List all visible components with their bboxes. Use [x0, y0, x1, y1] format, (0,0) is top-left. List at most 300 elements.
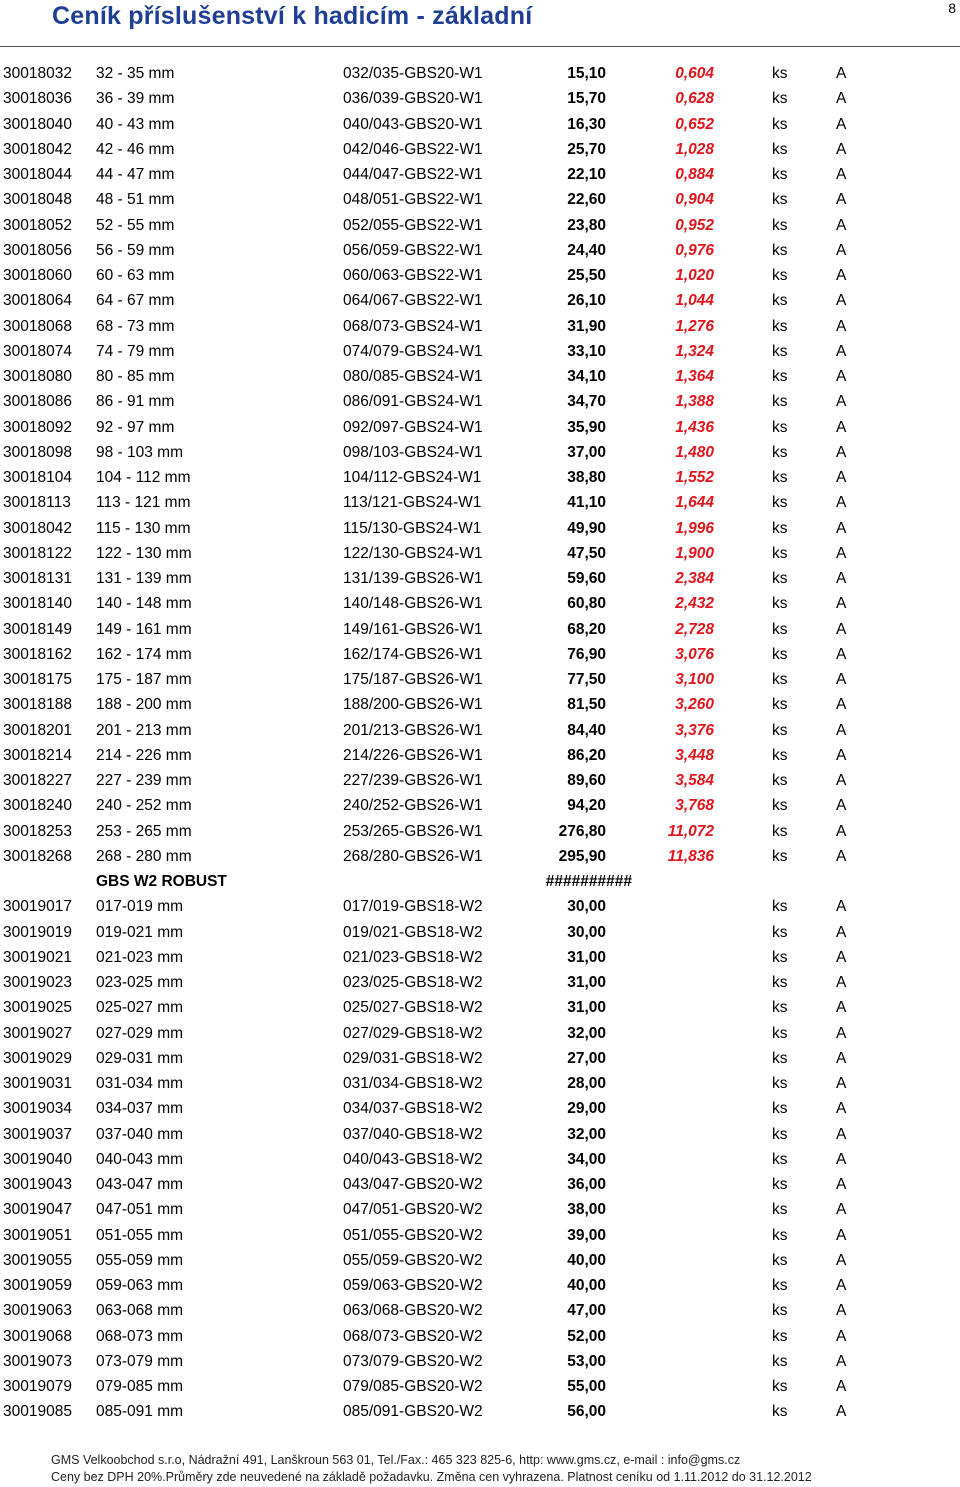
price-table [0, 61, 960, 1425]
item-code: 30019025 [3, 999, 72, 1017]
table-row [0, 112, 960, 137]
table-row [0, 743, 960, 768]
item-category: A [836, 595, 847, 613]
item-unit: ks [772, 1403, 788, 1421]
item-price: 59,60 [567, 570, 606, 587]
item-type: 027/029-GBS18-W2 [343, 1024, 483, 1042]
item-category: A [836, 443, 847, 461]
item-category: A [836, 1024, 847, 1042]
item-code: 30019017 [3, 898, 72, 916]
item-code: 30019029 [3, 1049, 72, 1067]
table-row [0, 516, 960, 541]
item-category: A [836, 90, 847, 108]
item-price: 31,00 [567, 999, 606, 1017]
item-category: A [836, 494, 847, 512]
item-price: 40,00 [567, 1251, 606, 1269]
item-type: 240/252-GBS26-W1 [343, 797, 483, 815]
item-type: 113/121-GBS24-W1 [343, 494, 482, 512]
item-category: A [836, 519, 847, 537]
item-size: 86 - 91 mm [96, 393, 175, 411]
item-code: 30019073 [3, 1352, 72, 1370]
item-price: 37,00 [567, 443, 606, 461]
item-unit: ks [772, 115, 788, 133]
item-unit-price: 2,384 [675, 570, 714, 587]
item-price: 16,30 [567, 115, 606, 133]
item-unit: ks [772, 1049, 788, 1067]
item-size: 059-063 mm [96, 1277, 184, 1294]
item-price: 32,00 [567, 1125, 606, 1143]
item-code: 30018162 [3, 645, 72, 663]
item-code: 30018131 [3, 570, 72, 587]
table-row [0, 1324, 960, 1349]
table-row [0, 819, 960, 844]
item-unit: ks [772, 494, 788, 512]
item-size: 063-068 mm [96, 1302, 184, 1320]
item-unit: ks [772, 1201, 788, 1219]
item-price: 76,90 [567, 645, 606, 663]
item-type: 055/059-GBS20-W2 [343, 1251, 483, 1269]
item-type: 068/073-GBS20-W2 [343, 1327, 483, 1345]
item-price: 84,40 [567, 721, 606, 739]
table-row [0, 1122, 960, 1147]
item-price: ########## [545, 873, 632, 890]
item-code: 30018098 [3, 443, 72, 461]
item-size: 48 - 51 mm [96, 191, 175, 209]
item-type: 085/091-GBS20-W2 [343, 1403, 483, 1421]
item-code: 30019034 [3, 1100, 72, 1118]
item-price: 60,80 [567, 595, 606, 613]
item-size: 034-037 mm [96, 1100, 184, 1118]
item-category: A [836, 1125, 847, 1143]
item-unit: ks [772, 1352, 788, 1370]
table-row [0, 213, 960, 238]
table-row [0, 1349, 960, 1374]
item-category: A [836, 1150, 847, 1168]
item-type: 021/023-GBS18-W2 [343, 948, 483, 966]
item-type: 037/040-GBS18-W2 [343, 1125, 483, 1143]
item-price: 52,00 [567, 1327, 606, 1345]
item-unit: ks [772, 1100, 788, 1118]
item-code: 30018175 [3, 671, 72, 688]
table-row [0, 339, 960, 364]
item-type: 051/055-GBS20-W2 [343, 1226, 483, 1244]
item-unit-price: 1,900 [675, 544, 714, 562]
item-unit: ks [772, 570, 788, 587]
table-row [0, 162, 960, 187]
item-unit: ks [772, 1176, 788, 1193]
table-row [0, 768, 960, 793]
table-row [0, 1374, 960, 1399]
item-category: A [836, 948, 847, 966]
item-category: A [836, 1176, 847, 1193]
item-category: A [836, 570, 847, 587]
table-row [0, 642, 960, 667]
item-unit-price: 1,644 [675, 494, 714, 512]
item-code: 30019021 [3, 948, 72, 966]
item-unit: ks [772, 443, 788, 461]
item-price: 94,20 [567, 797, 606, 815]
item-unit: ks [772, 469, 788, 486]
item-code: 30019051 [3, 1226, 72, 1244]
item-type: 019/021-GBS18-W2 [343, 923, 483, 941]
item-category: A [836, 191, 847, 209]
item-type: 023/025-GBS18-W2 [343, 974, 483, 991]
table-row [0, 1399, 960, 1424]
item-type: 188/200-GBS26-W1 [343, 696, 483, 714]
item-unit: ks [772, 191, 788, 209]
item-code: 30019040 [3, 1150, 72, 1168]
item-size: 42 - 46 mm [96, 140, 175, 158]
item-category: A [836, 115, 847, 133]
item-unit: ks [772, 898, 788, 916]
item-price: 89,60 [567, 772, 606, 789]
item-type: 017/019-GBS18-W2 [343, 898, 483, 916]
item-code: 30018074 [3, 342, 72, 360]
table-row [0, 86, 960, 111]
table-row [0, 1046, 960, 1071]
item-unit-price: 0,652 [675, 115, 714, 133]
item-category: A [836, 1277, 847, 1294]
item-unit: ks [772, 746, 788, 764]
item-type: 036/039-GBS20-W1 [343, 90, 483, 108]
item-size: 017-019 mm [96, 898, 184, 916]
item-code: 30018122 [3, 544, 72, 562]
item-unit-price: 3,076 [675, 645, 714, 663]
item-price: 31,00 [567, 948, 606, 966]
item-unit: ks [772, 1251, 788, 1269]
section-header-row [0, 869, 960, 894]
table-row [0, 61, 960, 86]
item-unit-price: 0,976 [675, 241, 714, 259]
item-size: 021-023 mm [96, 948, 184, 966]
item-price: 36,00 [567, 1176, 606, 1193]
item-category: A [836, 1049, 847, 1067]
item-category: A [836, 241, 847, 259]
table-row [0, 238, 960, 263]
item-type: 059/063-GBS20-W2 [343, 1277, 483, 1294]
item-type: 253/265-GBS26-W1 [343, 822, 483, 840]
footer-note: Ceny bez DPH 20%.Průměry zde neuvedené na základě požadavku. Změna cen vyhrazena. Platnost ceníku od 1.11.2012 do 31.12.2012 [51, 1470, 812, 1484]
item-code: 30018032 [3, 65, 72, 82]
item-price: 22,60 [567, 191, 606, 209]
item-unit-price: 0,952 [675, 216, 714, 234]
table-row [0, 920, 960, 945]
item-code: 30018253 [3, 822, 72, 840]
item-code: 30018227 [3, 772, 72, 789]
item-code: 30018060 [3, 267, 72, 284]
item-code: 30018044 [3, 166, 72, 183]
item-category: A [836, 898, 847, 916]
item-category: A [836, 1075, 847, 1092]
item-category: A [836, 620, 847, 638]
item-type: 040/043-GBS20-W1 [343, 115, 483, 133]
item-code: 30018042 [3, 519, 72, 537]
page-number: 8 [948, 0, 956, 16]
item-unit: ks [772, 418, 788, 436]
item-unit: ks [772, 595, 788, 613]
item-size: 027-029 mm [96, 1024, 184, 1042]
table-row [0, 465, 960, 490]
item-unit: ks [772, 1327, 788, 1345]
item-unit-price: 2,728 [675, 620, 714, 638]
item-size: 214 - 226 mm [96, 746, 192, 764]
item-unit-price: 0,628 [675, 90, 714, 108]
item-category: A [836, 772, 847, 789]
item-size: 047-051 mm [96, 1201, 184, 1219]
item-price: 47,00 [567, 1302, 606, 1320]
item-unit-price: 11,072 [667, 822, 714, 840]
item-category: A [836, 1226, 847, 1244]
item-unit-price: 3,584 [675, 772, 714, 789]
item-price: 31,90 [567, 317, 606, 335]
item-type: 056/059-GBS22-W1 [343, 241, 483, 259]
item-code: 30018214 [3, 746, 72, 764]
item-size: 037-040 mm [96, 1125, 184, 1143]
item-size: 74 - 79 mm [96, 342, 175, 360]
item-type: 201/213-GBS26-W1 [343, 721, 483, 739]
item-type: 086/091-GBS24-W1 [343, 393, 483, 411]
item-size: 122 - 130 mm [96, 544, 192, 562]
item-price: 15,70 [567, 90, 606, 108]
item-size: 104 - 112 mm [96, 469, 191, 486]
item-code: 30018086 [3, 393, 72, 411]
item-code: 30018149 [3, 620, 72, 638]
item-size: 44 - 47 mm [96, 166, 175, 183]
table-row [0, 389, 960, 414]
item-unit: ks [772, 544, 788, 562]
item-unit-price: 0,884 [675, 166, 714, 183]
table-row [0, 718, 960, 743]
item-category: A [836, 140, 847, 158]
item-unit: ks [772, 393, 788, 411]
item-unit-price: 0,604 [675, 65, 714, 82]
item-price: 39,00 [567, 1226, 606, 1244]
item-size: 40 - 43 mm [96, 115, 175, 133]
item-code: 30018080 [3, 368, 72, 385]
item-unit: ks [772, 342, 788, 360]
item-unit: ks [772, 797, 788, 815]
item-category: A [836, 1251, 847, 1269]
item-type: 080/085-GBS24-W1 [343, 368, 483, 385]
item-unit-price: 3,768 [675, 797, 714, 815]
item-size: 92 - 97 mm [96, 418, 175, 436]
item-price: 55,00 [567, 1378, 606, 1395]
item-code: 30018042 [3, 140, 72, 158]
item-code: 30019063 [3, 1302, 72, 1320]
item-size: 131 - 139 mm [96, 570, 192, 587]
item-code: 30019059 [3, 1277, 72, 1294]
item-unit: ks [772, 166, 788, 183]
table-row [0, 1071, 960, 1096]
item-price: 25,70 [567, 140, 606, 158]
item-category: A [836, 696, 847, 714]
item-code: 30019037 [3, 1125, 72, 1143]
item-category: A [836, 292, 847, 310]
table-row [0, 1147, 960, 1172]
item-type: 092/097-GBS24-W1 [343, 418, 483, 436]
table-row [0, 490, 960, 515]
item-code: 30019079 [3, 1378, 72, 1395]
item-unit: ks [772, 1378, 788, 1395]
item-category: A [836, 1302, 847, 1320]
table-row [0, 945, 960, 970]
table-row [0, 844, 960, 869]
item-size: 175 - 187 mm [96, 671, 192, 688]
item-price: 86,20 [567, 746, 606, 764]
item-price: 28,00 [567, 1075, 606, 1092]
item-category: A [836, 797, 847, 815]
item-type: 047/051-GBS20-W2 [343, 1201, 483, 1219]
item-price: 34,00 [567, 1150, 606, 1168]
item-size: 140 - 148 mm [96, 595, 192, 613]
item-code: 30018064 [3, 292, 72, 310]
item-code: 30019047 [3, 1201, 72, 1219]
item-price: 30,00 [567, 923, 606, 941]
item-price: 35,90 [567, 418, 606, 436]
item-type: 122/130-GBS24-W1 [343, 544, 483, 562]
item-unit: ks [772, 974, 788, 991]
table-row [0, 364, 960, 389]
item-category: A [836, 847, 847, 865]
item-code: 30019023 [3, 974, 72, 991]
item-type: 175/187-GBS26-W1 [343, 671, 483, 688]
item-category: A [836, 418, 847, 436]
item-unit: ks [772, 645, 788, 663]
item-type: 268/280-GBS26-W1 [343, 847, 483, 865]
item-price: 23,80 [567, 216, 606, 234]
table-row [0, 288, 960, 313]
item-unit: ks [772, 292, 788, 310]
item-category: A [836, 166, 847, 183]
item-code: 30018040 [3, 115, 72, 133]
item-price: 40,00 [567, 1277, 606, 1294]
item-category: A [836, 342, 847, 360]
table-row [0, 1172, 960, 1197]
table-row [0, 415, 960, 440]
item-price: 22,10 [567, 166, 606, 183]
item-type: 032/035-GBS20-W1 [343, 65, 483, 82]
item-category: A [836, 267, 847, 284]
item-code: 30018188 [3, 696, 72, 714]
item-type: 048/051-GBS22-W1 [343, 191, 483, 209]
item-unit: ks [772, 721, 788, 739]
item-type: 025/027-GBS18-W2 [343, 999, 483, 1017]
table-row [0, 970, 960, 995]
item-type: 040/043-GBS18-W2 [343, 1150, 483, 1168]
table-row [0, 1248, 960, 1273]
item-unit: ks [772, 1226, 788, 1244]
table-row [0, 617, 960, 642]
item-category: A [836, 1352, 847, 1370]
item-price: 81,50 [567, 696, 606, 714]
item-type: 031/034-GBS18-W2 [343, 1075, 483, 1092]
item-unit: ks [772, 948, 788, 966]
item-size: 268 - 280 mm [96, 847, 192, 865]
item-code: 30018201 [3, 721, 72, 739]
item-type: 060/063-GBS22-W1 [343, 267, 483, 284]
item-type: 162/174-GBS26-W1 [343, 645, 483, 663]
item-size: 32 - 35 mm [96, 65, 175, 82]
item-unit: ks [772, 1024, 788, 1042]
item-type: 068/073-GBS24-W1 [343, 317, 483, 335]
item-price: 26,10 [567, 292, 606, 310]
item-unit-price: 11,836 [667, 847, 714, 865]
table-row [0, 314, 960, 339]
item-category: A [836, 1403, 847, 1421]
item-category: A [836, 393, 847, 411]
item-code: 30018036 [3, 90, 72, 108]
item-price: 32,00 [567, 1024, 606, 1042]
item-unit: ks [772, 241, 788, 259]
item-code: 30019068 [3, 1327, 72, 1345]
item-unit-price: 3,448 [675, 746, 714, 764]
item-size: 113 - 121 mm [96, 494, 191, 512]
item-size: 023-025 mm [96, 974, 184, 991]
item-code: 30018140 [3, 595, 72, 613]
item-code: 30018052 [3, 216, 72, 234]
item-price: 77,50 [567, 671, 606, 688]
item-price: 34,10 [567, 368, 606, 385]
item-size: 227 - 239 mm [96, 772, 192, 789]
item-price: 295,90 [558, 847, 606, 865]
item-code: 30018113 [3, 494, 71, 512]
table-row [0, 1096, 960, 1121]
item-price: 53,00 [567, 1352, 606, 1370]
item-price: 38,80 [567, 469, 606, 486]
item-type: 043/047-GBS20-W2 [343, 1176, 483, 1193]
item-price: 24,40 [567, 241, 606, 259]
table-row [0, 995, 960, 1020]
item-code: 30018092 [3, 418, 72, 436]
item-unit: ks [772, 317, 788, 335]
item-category: A [836, 923, 847, 941]
item-size: 029-031 mm [96, 1049, 184, 1067]
item-unit-price: 0,904 [675, 191, 714, 209]
item-size: 055-059 mm [96, 1251, 184, 1269]
item-price: 31,00 [567, 974, 606, 991]
item-category: A [836, 645, 847, 663]
item-unit: ks [772, 1150, 788, 1168]
item-unit-price: 1,480 [675, 443, 714, 461]
table-row [0, 1223, 960, 1248]
item-size: GBS W2 ROBUST [96, 873, 227, 890]
item-category: A [836, 216, 847, 234]
item-code: 30019019 [3, 923, 72, 941]
item-unit: ks [772, 1125, 788, 1143]
item-unit: ks [772, 999, 788, 1017]
item-unit: ks [772, 822, 788, 840]
item-category: A [836, 822, 847, 840]
item-size: 98 - 103 mm [96, 443, 184, 461]
table-row [0, 1021, 960, 1046]
item-category: A [836, 1201, 847, 1219]
item-price: 276,80 [558, 822, 606, 840]
item-unit: ks [772, 620, 788, 638]
item-unit: ks [772, 1277, 788, 1294]
table-row [0, 187, 960, 212]
item-unit-price: 2,432 [675, 595, 714, 613]
item-type: 034/037-GBS18-W2 [343, 1100, 483, 1118]
item-price: 47,50 [567, 544, 606, 562]
item-price: 41,10 [567, 494, 606, 512]
item-unit-price: 1,324 [675, 342, 714, 360]
table-row [0, 263, 960, 288]
table-row [0, 566, 960, 591]
table-row [0, 541, 960, 566]
item-unit-price: 3,376 [675, 721, 714, 739]
item-price: 33,10 [567, 342, 606, 360]
item-type: 073/079-GBS20-W2 [343, 1352, 483, 1370]
